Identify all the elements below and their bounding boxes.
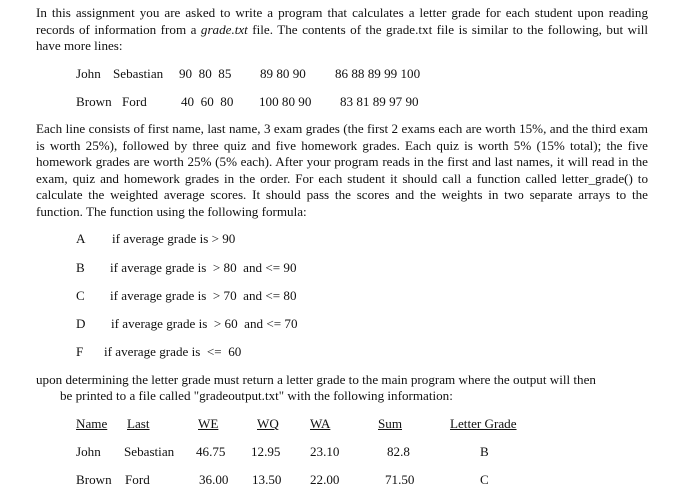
cell-wa: 22.00 bbox=[310, 472, 340, 487]
grade-letter: D bbox=[76, 316, 86, 331]
cell-wq: 12.95 bbox=[251, 444, 281, 459]
cell-we: 36.00 bbox=[199, 472, 229, 487]
grade-letter: F bbox=[76, 344, 84, 359]
grade-condition: if average grade is <= 60 bbox=[104, 344, 242, 359]
cell-wa: 23.10 bbox=[310, 444, 340, 459]
record-homework: 86 88 89 99 100 bbox=[335, 66, 421, 81]
header-sum: Sum bbox=[378, 416, 403, 431]
output-description-line1: upon determining the letter grade must return a letter grade to the main program where the output will then bbox=[36, 372, 596, 387]
grade-letter: A bbox=[76, 231, 86, 246]
record-last-name: Ford bbox=[122, 94, 147, 109]
intro-text-2: file. The contents of the grade.txt file is similar to the following, but will have more lines: bbox=[36, 21, 648, 53]
header-name: Name bbox=[76, 416, 108, 431]
cell-letter-grade: C bbox=[480, 472, 489, 487]
record-last-name: Sebastian bbox=[113, 66, 164, 81]
header-letter-grade: Letter Grade bbox=[450, 416, 517, 431]
record-exams: 40 60 80 bbox=[181, 94, 234, 109]
record-first-name: John bbox=[76, 66, 101, 81]
description-paragraph: Each line consists of first name, last name, 3 exam grades (the first 2 exams each are worth 15%, and the third exam is worth 25%), followed by three quiz and five homework grades. Each quiz is worth 5% (15% total); the five homework grades are worth 25% (5% each). After your program reads in the first and last names, it will read in the exam, quiz and homework grades in the order. For each student it should call a function called letter_grade() to calculate the weighted average scores. It should pass the scores and the weights in two separate arrays to the function. The function using the following formula: bbox=[36, 121, 648, 219]
grade-condition: if average grade is > 60 and <= 70 bbox=[111, 316, 298, 331]
header-last: Last bbox=[127, 416, 150, 431]
cell-name: John bbox=[76, 444, 101, 459]
intro-text-1: In this assignment you are asked to write a program that calculates a letter grade for each student upon reading records of information from a bbox=[36, 5, 648, 37]
record-exams: 90 80 85 bbox=[179, 66, 232, 81]
header-wa: WA bbox=[310, 416, 331, 431]
cell-sum: 71.50 bbox=[385, 472, 415, 487]
grade-letter: B bbox=[76, 260, 85, 275]
grade-condition: if average grade is > 90 bbox=[112, 231, 236, 246]
cell-we: 46.75 bbox=[196, 444, 226, 459]
cell-wq: 13.50 bbox=[252, 472, 282, 487]
record-quizzes: 89 80 90 bbox=[260, 66, 306, 81]
record-quizzes: 100 80 90 bbox=[259, 94, 312, 109]
grade-letter: C bbox=[76, 288, 85, 303]
output-description-line2: be printed to a file called "gradeoutput.txt" with the following information: bbox=[60, 388, 453, 403]
cell-sum: 82.8 bbox=[387, 444, 410, 459]
cell-last: Sebastian bbox=[124, 444, 175, 459]
record-first-name: Brown bbox=[76, 94, 112, 109]
cell-letter-grade: B bbox=[480, 444, 489, 459]
intro-filename: grade.txt bbox=[200, 21, 248, 37]
grade-condition: if average grade is > 70 and <= 80 bbox=[110, 288, 297, 303]
record-homework: 83 81 89 97 90 bbox=[340, 94, 419, 109]
header-we: WE bbox=[198, 416, 219, 431]
cell-name: Brown bbox=[76, 472, 112, 487]
cell-last: Ford bbox=[125, 472, 150, 487]
intro-paragraph bbox=[36, 5, 648, 55]
grade-condition: if average grade is > 80 and <= 90 bbox=[110, 260, 297, 275]
header-wq: WQ bbox=[257, 416, 279, 431]
